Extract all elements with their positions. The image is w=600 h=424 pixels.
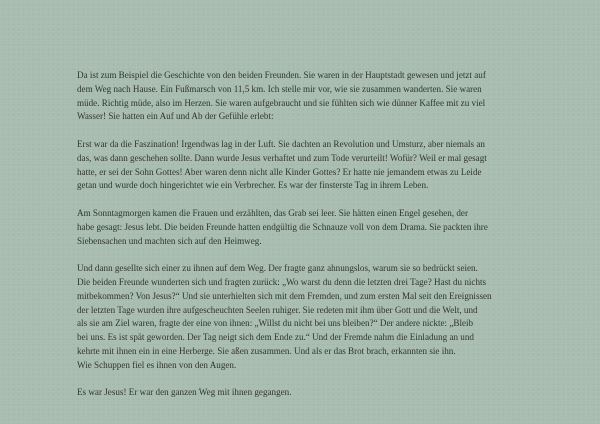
text-line: kehrte mit ihnen ein in eine Herberge. Sie aßen zusammen. Und als er das Brot brach, erkannten sie ihn. [77, 345, 456, 356]
paragraph-3 [77, 207, 547, 248]
text-line: Wie Schuppen fiel es ihnen von den Augen. [77, 359, 237, 370]
paragraph-4 [77, 262, 547, 372]
text-line: mitbekommen? Von Jesus?“ Und sie unterhielten sich mit dem Fremden, und zum ersten Mal seit den Ereignissen [77, 290, 492, 301]
text-line: Wasser! Sie hatten ein Auf und Ab der Gefühle erlebt: [77, 111, 274, 122]
text-line: Siebensachen und machten sich auf den Heimweg. [77, 235, 262, 246]
text-line: Da ist zum Beispiel die Geschichte von den beiden Freunden. Sie waren in der Hauptstadt gewesen und jetzt auf [77, 70, 486, 80]
text-line: der letzten Tage wurden ihre aufgescheuchten Seelen ruhiger. Sie redeten mit ihm über Gott und die Welt, und [77, 304, 478, 315]
text-line: hatte, er sei der Sohn Gottes! Aber waren denn nicht alle Kinder Gottes? Er hatte nie jemandem etwas zu Leide [77, 166, 482, 177]
text-line: Und dann gesellte sich einer zu ihnen auf dem Weg. Der fragte ganz ahnungslos, warum sie so bedrückt seien. [77, 263, 478, 274]
document-body [77, 69, 547, 414]
text-line: getan und wurde doch hingerichtet wie ein Verbrecher. Es war der finsterste Tag in ihrem Leben. [77, 180, 429, 191]
text-line: bei uns. Es ist spät geworden. Der Tag neigt sich dem Ende zu.“ Und der Fremde nahm die Einladung an und [77, 332, 474, 343]
paragraph-2 [77, 138, 547, 193]
text-line: Die beiden Freunde wunderten sich und fragten zurück: „Wo warst du denn die letzten drei Tage? Hast du nichts [77, 276, 487, 287]
text-line: Erst war da die Faszination! Irgendwas lag in der Luft. Sie dachten an Revolution und Umsturz, aber niemals an [77, 138, 485, 149]
text-line: habe gesagt: Jesus lebt. Die beiden Freunde hatten endgültig die Schnauze voll von dem Drama. Sie packten ihre [77, 221, 488, 232]
text-line: dem Weg nach Hause. Ein Fußmarsch von 11,5 km. Ich stelle mir vor, wie sie zusammen wanderten. Sie waren [77, 83, 482, 94]
paragraph-1 [77, 69, 547, 124]
text-line: als sie am Ziel waren, fragte der eine von ihnen: „Willst du nicht bei uns bleiben?“ Der andere nickte: „Bleib [77, 318, 474, 329]
text-line: müde. Richtig müde, also im Herzen. Sie waren aufgebraucht und sie fühlten sich wie dünner Kaffee mit zu viel [77, 97, 486, 108]
paragraph-5 [77, 386, 547, 400]
text-line: Am Sonntagmorgen kamen die Frauen und erzählten, das Grab sei leer. Sie hätten einen Engel gesehen, der [77, 207, 468, 218]
text-line: das, was dann geschehen sollte. Dann wurde Jesus verhaftet und zum Tode verurteilt! Wofür? Weil er mal gesagt [77, 152, 487, 163]
text-line: Es war Jesus! Er war den ganzen Weg mit ihnen gegangen. [77, 387, 292, 398]
